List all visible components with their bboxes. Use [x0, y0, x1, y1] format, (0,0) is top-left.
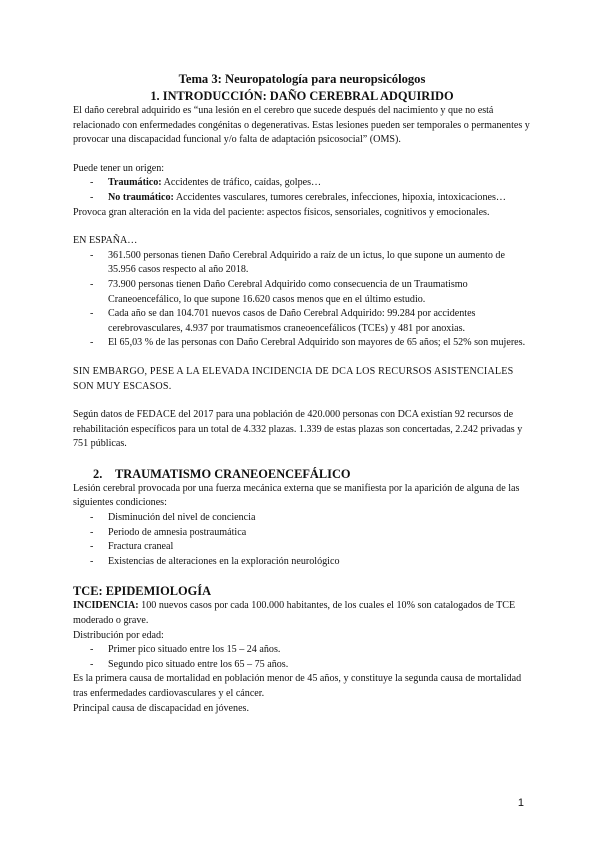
mortality-paragraph: Es la primera causa de mortalidad en población menor de 45 años, y constituye la segunda causa de mortalidad tras enfermedades cardiovasculares y el cáncer.: [73, 673, 522, 699]
conditions-list: [73, 511, 531, 569]
spain-item-text: El 65,03 % de las personas con Daño Cerebral Adquirido son mayores de 65 años; el 52% son mujeres.: [108, 337, 526, 349]
fedace-paragraph: Según datos de FEDACE del 2017 para una población de 420.000 personas con DCA existían 92 recursos de rehabilitación específicos para un total de 4.332 plazas. 1.339 de estas plazas son concertadas, 2.242 privadas y 751 públicas.: [73, 409, 523, 450]
age-text: Segundo pico situado entre los 65 – 75 años.: [108, 658, 289, 670]
list-item: [73, 278, 531, 307]
dash-bullet: -: [90, 337, 94, 349]
dash-bullet: -: [90, 658, 94, 670]
patient-effect: Provoca gran alteración en la vida del paciente: aspectos físicos, sensoriales, cognitivos y emocionales.: [73, 206, 490, 218]
condition-text: Periodo de amnesia postraumática: [108, 526, 247, 538]
dash-bullet: -: [90, 555, 94, 567]
origin-label: Traumático:: [108, 177, 162, 189]
dash-bullet: -: [90, 177, 94, 189]
spain-item-text: 73.900 personas tienen Daño Cerebral Adquirido como consecuencia de un Traumatismo Craneoencefálico, lo que supone 16.620 casos menos que en el último estudio.: [108, 278, 468, 305]
spain-title: EN ESPAÑA…: [73, 235, 138, 247]
condition-text: Disminución del nivel de conciencia: [108, 512, 256, 524]
condition-text: Fractura craneal: [108, 541, 174, 553]
age-list: [73, 643, 531, 672]
resources-warning: SIN EMBARGO, PESE A LA ELEVADA INCIDENCIA DE DCA LOS RECURSOS ASISTENCIALES SON MUY ESCASOS.: [73, 365, 514, 392]
age-text: Primer pico situado entre los 15 – 24 años.: [108, 644, 281, 656]
tce-definition: Lesión cerebral provocada por una fuerza mecánica externa que se manifiesta por la aparición de alguna de las siguientes condiciones:: [73, 482, 520, 509]
epidemiology-heading: TCE: EPIDEMIOLOGÍA: [73, 584, 212, 599]
dash-bullet: -: [90, 191, 94, 203]
list-item: [73, 191, 531, 206]
section-2-heading: [73, 466, 531, 482]
list-item: [73, 176, 531, 191]
list-item: [73, 643, 531, 658]
dash-bullet: -: [90, 512, 94, 524]
spain-item-text: Cada año se dan 104.701 nuevos casos de Daño Cerebral Adquirido: 99.284 por accidentes cerebrovasculares, 4.937 por traumatismos craneoencefálicos (TCEs) y 481 por anoxias.: [108, 308, 476, 334]
list-item: [73, 526, 531, 541]
dash-bullet: -: [90, 541, 94, 553]
condition-text: Existencias de alteraciones en la exploración neurológico: [108, 555, 340, 567]
incidence-text: 100 nuevos casos por cada 100.000 habitantes, de los cuales el 10% son catalogados de TCE moderado o grave.: [73, 600, 516, 627]
page-content: [73, 71, 531, 716]
dash-bullet: -: [90, 278, 94, 290]
section-1-number: 1.: [150, 89, 160, 103]
section-2-number: 2.: [93, 466, 103, 481]
origin-text: Accidentes de tráfico, caídas, golpes…: [161, 177, 322, 189]
dash-bullet: -: [90, 526, 94, 538]
origin-label: No traumático:: [108, 191, 174, 203]
list-item: [73, 540, 531, 555]
dash-bullet: -: [90, 249, 94, 261]
spain-item-text: 361.500 personas tienen Daño Cerebral Adquirido a raíz de un ictus, lo que supone un aumento de 35.956 casos respecto al año 2018.: [108, 249, 505, 276]
document-title: Tema 3: Neuropatología para neuropsicólogos: [178, 72, 426, 86]
list-item: [73, 511, 531, 526]
list-item: [73, 307, 531, 336]
dash-bullet: -: [90, 308, 94, 320]
list-item: [73, 555, 531, 570]
incidence-label: INCIDENCIA:: [73, 600, 139, 612]
disability-paragraph: Principal causa de discapacidad en jóvenes.: [73, 702, 250, 714]
origin-intro: Puede tener un origen:: [73, 162, 165, 174]
origin-list: [73, 176, 531, 205]
origin-text: Accidentes vasculares, tumores cerebrales, infecciones, hipoxia, intoxicaciones…: [173, 191, 507, 203]
page-number: 1: [517, 797, 524, 809]
section-1-title: INTRODUCCIÓN: DAÑO CEREBRAL ADQUIRIDO: [162, 89, 454, 103]
section-1-heading: [73, 88, 531, 104]
list-item: [73, 658, 531, 673]
incidence-paragraph: [73, 599, 531, 628]
list-item: [73, 336, 531, 351]
age-intro: Distribución por edad:: [73, 629, 164, 641]
spain-list: [73, 249, 531, 351]
dca-definition: El daño cerebral adquirido es “una lesión en el cerebro que sucede después del nacimiento y que no está relacionado con enfermedades congénitas o degenerativas. Estas lesiones pueden ser temporales o permanentes y provocar una discapacidad funcional y/o falta de adaptación psicosocial” (OMS).: [73, 105, 530, 146]
section-2-title: TRAUMATISMO CRANEOENCEFÁLICO: [115, 466, 351, 481]
dash-bullet: -: [90, 644, 94, 656]
list-item: [73, 249, 531, 278]
